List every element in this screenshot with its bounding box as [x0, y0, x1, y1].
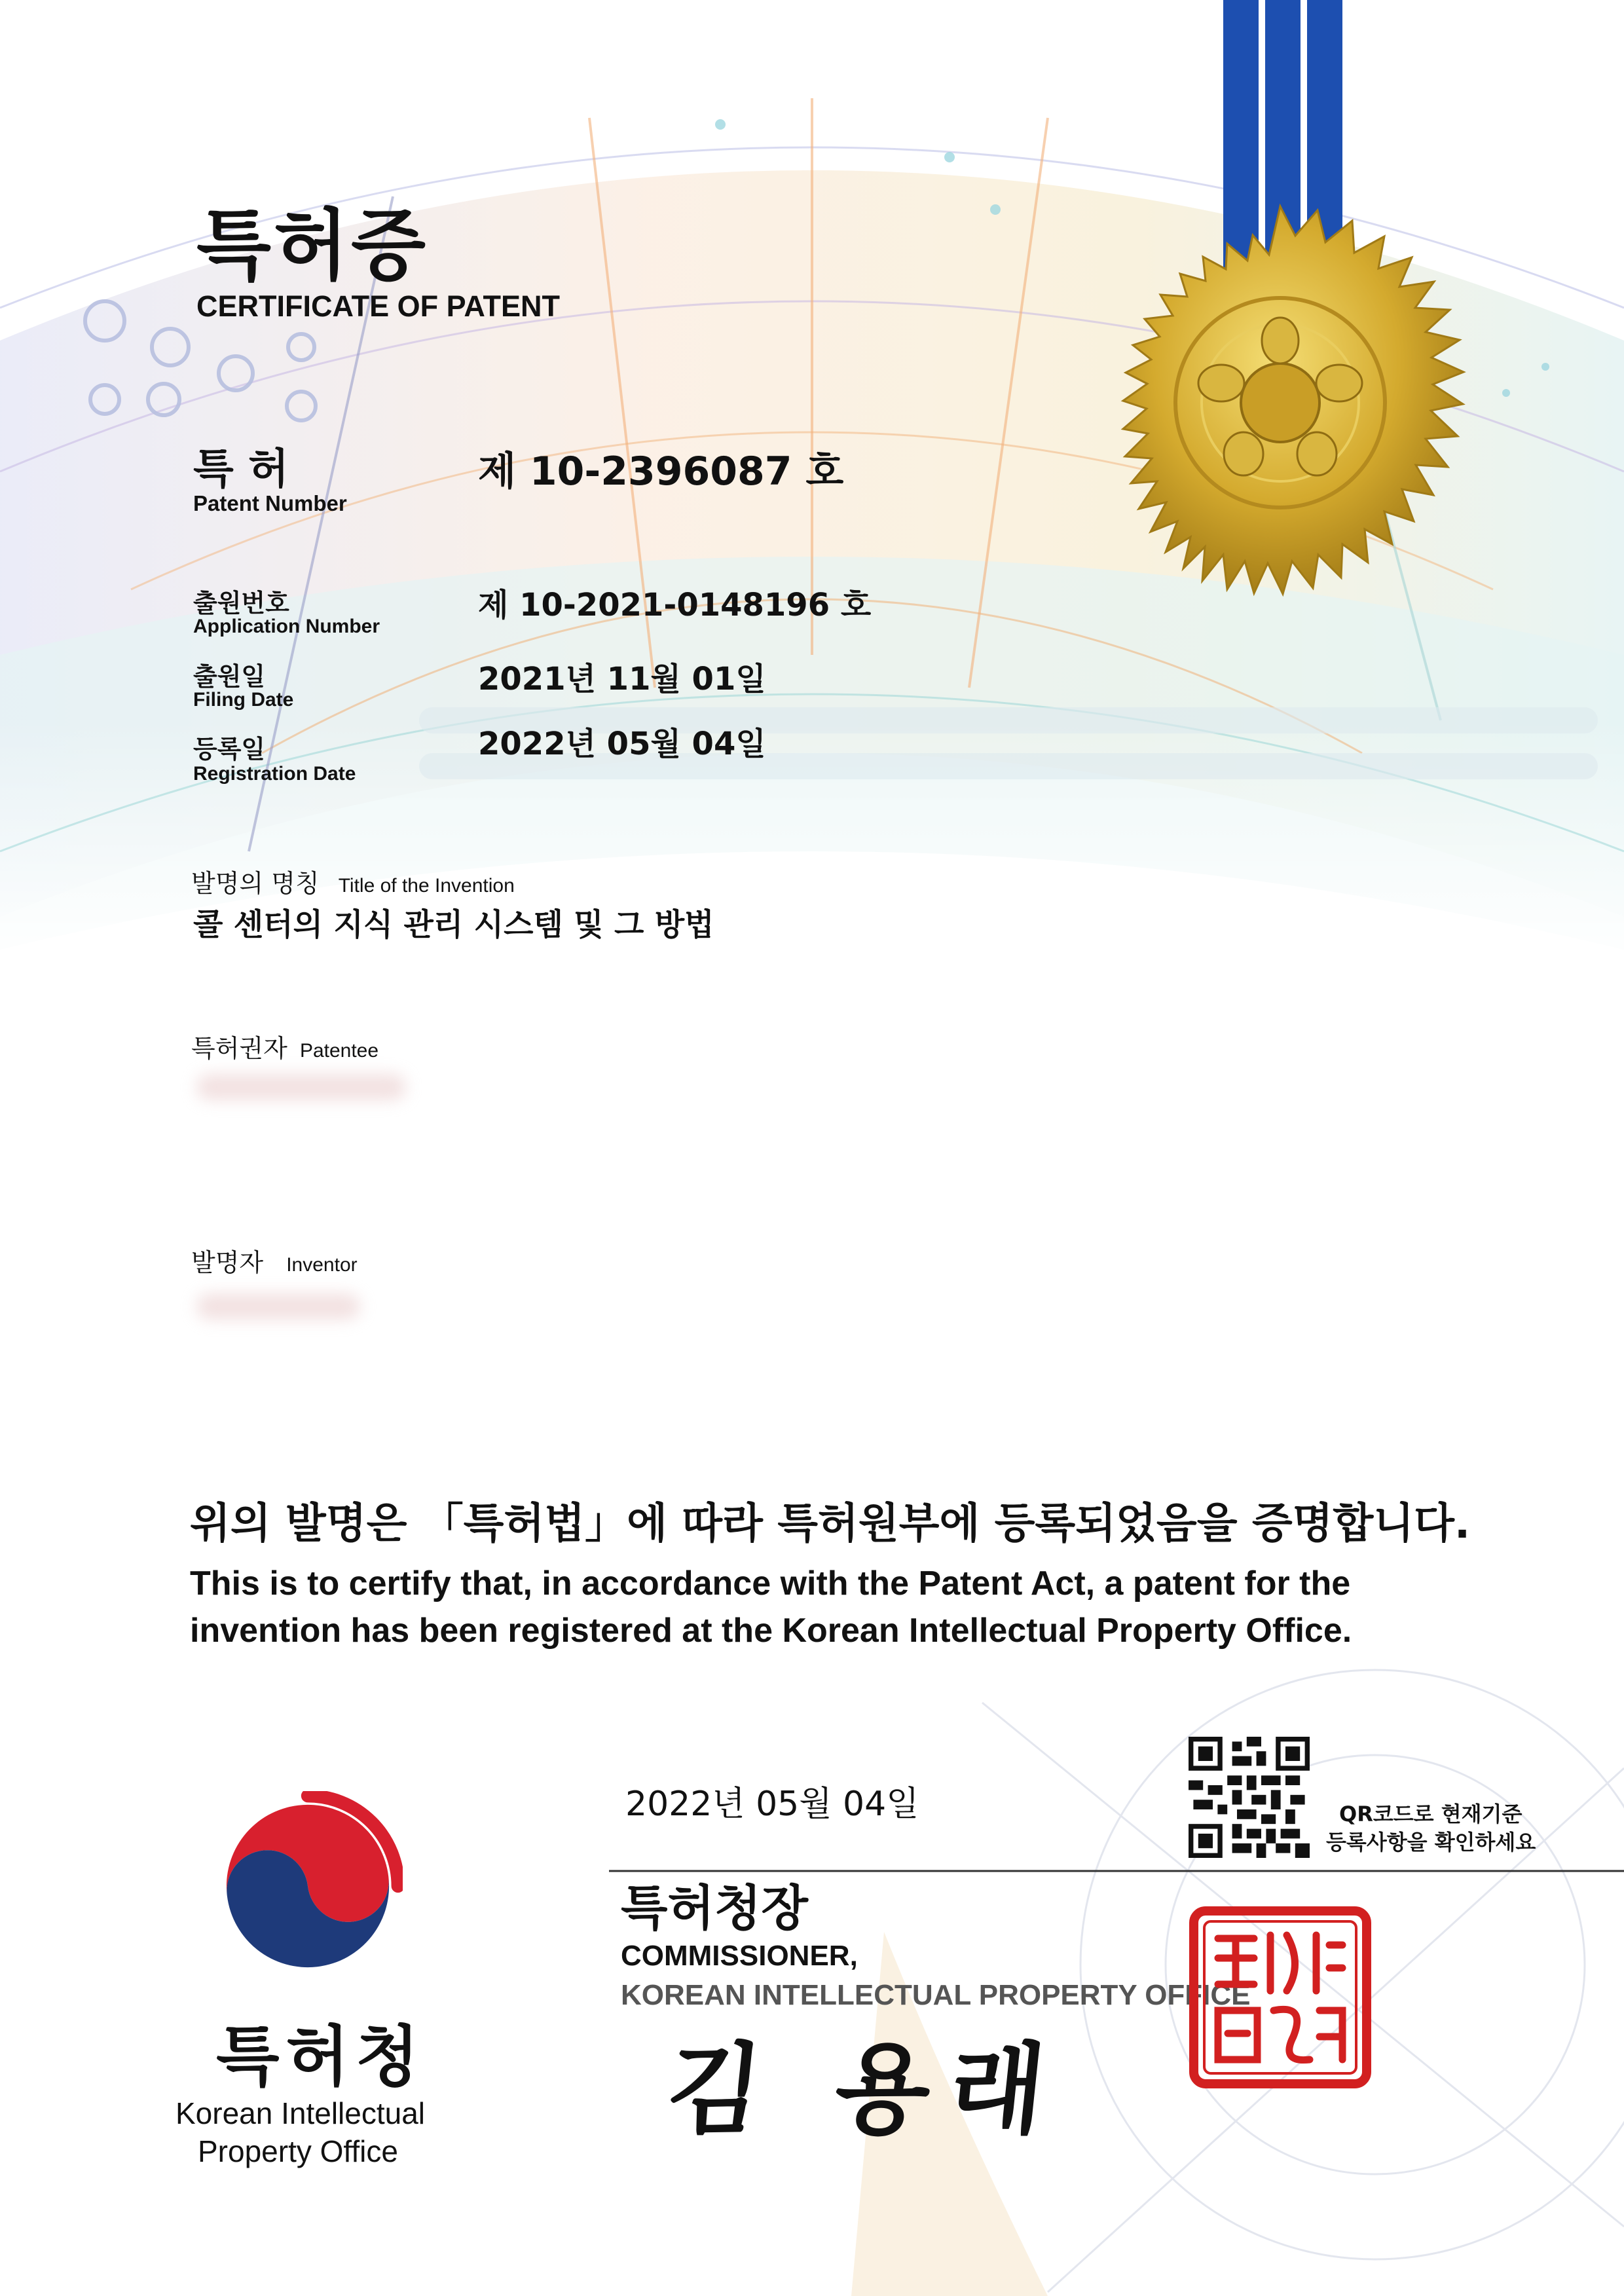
- statement-en-line1: This is to certify that, in accordance with the Patent Act, a patent for the: [190, 1565, 1351, 1602]
- office-name-en-line1: Korean Intellectual: [175, 2096, 426, 2130]
- application-number-value: 제 10-2021-0148196 호: [478, 587, 872, 623]
- invention-label-en: Title of the Invention: [338, 875, 515, 897]
- signatory-title-ko: 특허청장: [621, 1880, 808, 1936]
- official-red-seal-icon: [1189, 1906, 1372, 2089]
- qr-code-icon: [1189, 1737, 1310, 1858]
- inventor-label: [191, 1242, 358, 1278]
- invention-label-ko: 발명의 명칭: [191, 869, 320, 898]
- signatory-title-en-line2: KOREAN INTELLECTUAL PROPERTY OFFICE: [621, 1979, 1251, 2011]
- qr-note-line2: 등록사항을 확인하세요: [1326, 1830, 1536, 1855]
- filing-date-label-en: Filing Date: [193, 689, 294, 711]
- inventor-label-en: Inventor: [286, 1254, 358, 1276]
- patent-number-value: 제 10-2396087 호: [478, 449, 844, 494]
- office-name-en-line2: Property Office: [198, 2134, 398, 2168]
- registration-date-value: 2022년 05월 04일: [478, 726, 766, 762]
- invention-label: [191, 863, 515, 899]
- patentee-label-en: Patentee: [299, 1040, 379, 1062]
- application-number-label-ko: 출원번호: [193, 589, 289, 618]
- qr-note-line1: QR코드로 현재기준: [1339, 1802, 1522, 1826]
- issue-date: 2022년 05월 04일: [625, 1785, 919, 1824]
- certificate-title-ko: 특허증: [196, 200, 428, 291]
- inventor-redacted: [196, 1293, 360, 1320]
- statement-ko: 위의 발명은 「특허법」에 따라 특허원부에 등록되었음을 증명합니다.: [190, 1500, 1471, 1548]
- office-name-ko: 특허청: [216, 2018, 426, 2095]
- application-number-label-en: Application Number: [193, 616, 380, 637]
- invention-title: 콜 센터의 지식 관리 시스템 및 그 방법: [193, 907, 714, 943]
- filing-date-value: 2021년 11월 01일: [478, 661, 766, 697]
- taegeuk-logo-icon: [213, 1791, 403, 1981]
- patentee-label: [191, 1028, 378, 1064]
- patent-number-label-ko: 특 허: [193, 445, 289, 494]
- registration-date-label-ko: 등록일: [193, 735, 266, 764]
- registration-date-label-en: Registration Date: [193, 763, 356, 785]
- patent-number-label-en: Patent Number: [193, 491, 347, 515]
- signatory-title-en-line1: COMMISSIONER,: [621, 1940, 858, 1972]
- certificate-title-en: CERTIFICATE OF PATENT: [196, 289, 560, 323]
- patentee-label-ko: 특허권자: [191, 1034, 287, 1063]
- filing-date-label-ko: 출원일: [193, 662, 266, 691]
- patentee-redacted: [196, 1074, 406, 1100]
- inventor-label-ko: 발명자: [191, 1248, 264, 1277]
- statement-en-line2: invention has been registered at the Korean Intellectual Property Office.: [190, 1612, 1352, 1650]
- signature: 김 용래: [661, 2032, 1071, 2147]
